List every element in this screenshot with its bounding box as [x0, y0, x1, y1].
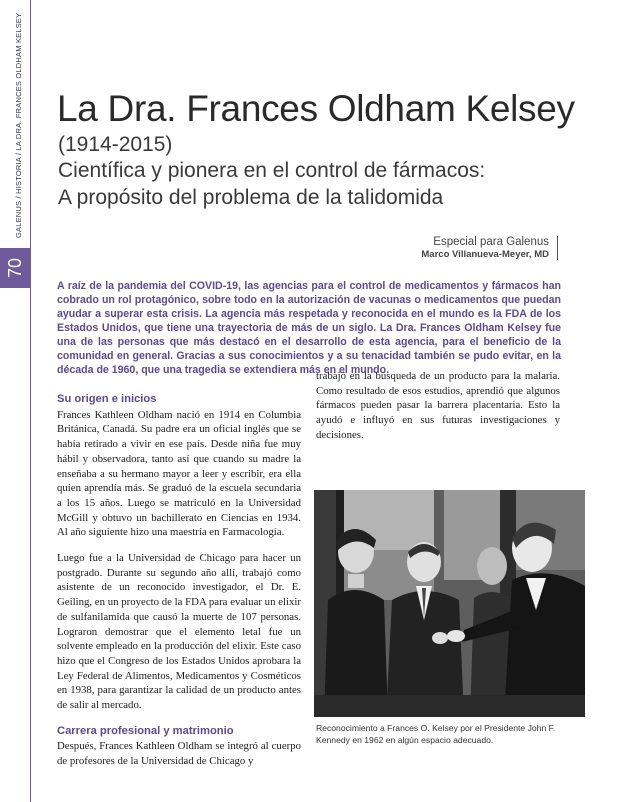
article-title: La Dra. Frances Oldham Kelsey [57, 88, 575, 129]
section-heading-origin: Su origen e inicios [57, 393, 157, 405]
article-subtitle-line-2: A propósito del problema de la talidomida [58, 186, 444, 209]
byline-author: Marco Villanueva-Meyer, MD [421, 249, 549, 260]
page-number-box [0, 248, 30, 288]
lead-paragraph: A raíz de la pandemia del COVID-19, las agencias para el control de medicamentos y fármacos han cobrado un rol protagónico, sobre todo en la autorización de vacunas o medicamentos que puedan ayudar a superar esta crisis. La agencia más respetada y reconocida en el mundo es la FDA de los Estados Unidos, que tiene una trayectoria de más de un siglo. La Dra. Frances Oldham Kelsey fue una de las personas que más destacó en el desarrollo de esta agencia, para el beneficio de la comunidad en general. Gracias a sus conocimientos y a su tenacidad también se pudo evitar, en la década de 1960, que una tragedia se extendiera más en el mundo. [57, 280, 561, 376]
photo-caption: Reconocimiento a Frances O. Kelsey por el Presidente John F. Kennedy en 1962 en algún espacio adecuado. [316, 723, 556, 745]
body-paragraph: Luego fue a la Universidad de Chicago para hacer un postgrado. Durante su segundo año allí, trabajó como asistente de un reconocido investigador, el Dr. E. Geiling, en un proyecto de la FDA para evaluar un elixir de sulfanilamida que causó la muerte de 107 personas. Lograron demostrar que el elemento letal fue un solvente empleado en la producción del elixir. Este caso hizo que el Congreso de los Estados Unidos aprobara la Ley Federal de Alimentos, Medicamentos y Cosméticos en 1938, para garantizar la calidad de un producto antes de salir al mercado. [57, 552, 301, 712]
page-number: 70 [4, 257, 25, 279]
article-subtitle-line-1: Científica y pionera en el control de fármacos: [58, 159, 486, 182]
body-paragraph: Después, Frances Kathleen Oldham se integró al cuerpo de profesores de la Universidad de Chicago y [57, 740, 301, 768]
sidebar-rule [30, 0, 31, 802]
right-column [316, 369, 560, 454]
left-column [57, 392, 301, 780]
section-heading-career: Carrera profesional y matrimonio [57, 724, 234, 737]
body-paragraph: trabajó en la búsqueda de un producto para la malaria. Como resultado de esos estudios, aprendió que algunos fármacos pueden pasar la barrera placentaria. Esto la ayudó e influyó en sus futuras investigaciones y decisiones. [316, 370, 560, 441]
byline [421, 236, 558, 260]
kennedy-kelsey-photo [314, 490, 585, 717]
running-head: GALENUS / HISTORIA / LA DRA. FRANCES OLDHAM KELSEY [14, 12, 23, 238]
body-paragraph: Frances Kathleen Oldham nació en 1914 en Columbia Británica, Canadá. Su padre era un oficial inglés que se había retirado a vivir en ese país. Desde niña fue muy hábil y observadora, tanto así que cuando su madre la enseñaba a su hermano mayor a leer y escribir, era ella quien aprendía más. Se graduó de la escuela secundaria a los 15 años. Luego se matriculó en la Universidad McGill y obtuvo un bachillerato en Ciencias en 1934. Al año siguiente hizo una maestría en Farmacología. [57, 408, 301, 539]
article-years: (1914-2015) [58, 133, 173, 156]
byline-publication: Especial para Galenus [433, 236, 549, 248]
